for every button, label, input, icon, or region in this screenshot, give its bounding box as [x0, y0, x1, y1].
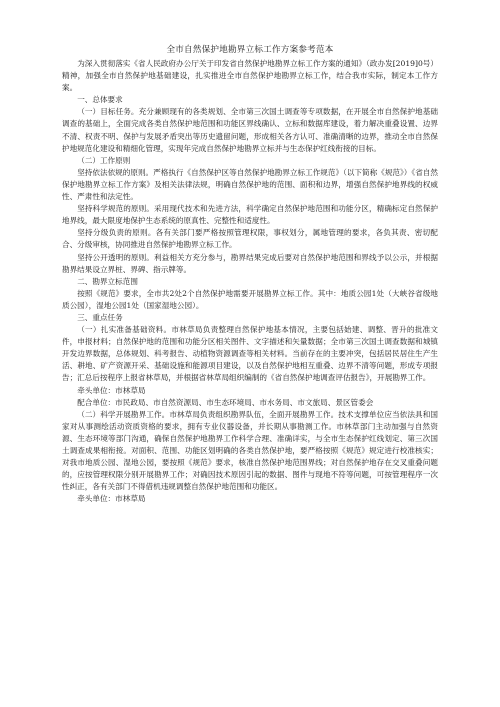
subsection-heading-principles: （二）工作原则 [77, 155, 131, 165]
paragraph-principle-responsibility: 坚持分级负责的原则。各有关部门要严格按照管理权限，事权划分，属地管理的要求，各负其责、密切配合、分级审核，协同推进自然保护地勘界立标工作。 [62, 228, 438, 250]
paragraph-task-data: （一）扎实准备基础资料。市林草局负责整理自然保护地基本情况，主要包括始建、调整、晋升的批准文件，申报材料；自然保护地的范围和功能分区相关图件、文字描述和矢量数据；全市第三次国土调查数据和城镇开发边界数据，总体规划、科考报告、动植物资源调查等相关材料。当前存在的主要冲突，包括居民居住生产生活、耕地、矿产资源开采、基础设施和能源项目建设，以及自然保护地相互重叠、边界不清等问题，形成专项报告；汇总后按程序上报省林草局，并根据省林草局组织编制的《省自然保护地调查评估报告》，开展勘界工作。 [62, 325, 438, 383]
section-heading-3: 三、重点任务 [77, 312, 123, 322]
section-heading-1: 一、总体要求 [77, 95, 123, 105]
paragraph-lead-unit-1: 牵头单位：市林草局 [77, 385, 146, 395]
section-heading-2: 二、勘界立标范围 [77, 276, 138, 286]
paragraph-goals: （一）目标任务。充分兼顾现有的各类规划、全市第三次国土调查等专项数据，在开展全市自然保护地基础调查的基础上，全面完成各类自然保护地范围和功能区界线确认、立标和数据库建设，着力解决重叠设置、边界不清、权责不明、保护与发展矛盾突出等历史遗留问题，形成相关各方认可、准确清晰的边界，推动全市自然保护地规范化建设和精细化管理，实现年完成自然保护地勘界立标并与生态保护红线衔接的目标。 [62, 107, 438, 153]
paragraph-principle-transparency: 坚持公开透明的原则。利益相关方充分参与，勘界结果完成后要对自然保护地范围和界线予以公示，并根据勘界结果设立界桩、界碑、指示牌等。 [62, 252, 438, 274]
document-title: 全市自然保护地勘界立标工作方案参考范本 [166, 45, 334, 55]
paragraph-lead-unit-2: 牵头单位：市林草局 [77, 494, 146, 504]
paragraph-task-survey: （二）科学开展勘界工作。市林草局负责组织勘界队伍，全面开展勘界工作。技术支撑单位应当依法具和国家对从事测绘活动资质资格的要求，拥有专业仪器设备，并长期从事勘测工作。市林草部门主动加强与自然资源、生态环境等部门沟通，确保自然保护地勘界工作科学合理、准确详实，与全市生态保护红线划定、第三次国土调查成果相衔接。对面积、范围、功能区划明确的各类自然保护地，要严格按照《规范》规定进行校准核实；对我市地质公园、湿地公园，要按照《规范》要求，核准自然保护地范围界线；对自然保护地存在交叉重叠问题的，应按管理权限分别开展勘界工作；对确因技术原因引起的数据、图件与现地不符等问题，可按管理程序一次性纠正，各有关部门不得借机违规调整自然保护地范围和功能区。 [62, 409, 438, 492]
paragraph-intro: 为深入贯彻落实《省人民政府办公厅关于印发省自然保护地勘界立标工作方案的通知》（政办发[2019]0号）精神，加强全市自然保护地基础建设，扎实推进全市自然保护地勘界立标工作，结合我市实际，制定本工作方案。 [62, 59, 438, 93]
paragraph-principle-legal: 坚持依法依规的原则。严格执行《自然保护区等自然保护地勘界立标工作规范》（以下简称《规范》）《省自然保护地勘界立标工作方案》及相关法律法规，明确自然保护地的范围、面积和边界，增强自然保护地界线的权威性、严肃性和法定性。 [62, 167, 438, 202]
paragraph-principle-scientific: 坚持科学规范的原则。采用现代技术和先进方法，科学确定自然保护地范围和功能分区，精确标定自然保护地界线，最大限度地保护生态系统的原真性、完整性和适度性。 [62, 204, 438, 226]
paragraph-scope: 按照《规范》要求，全市共2处2个自然保护地需要开展勘界立标工作。其中：地质公园1处（大峡谷省级地质公园），湿地公园1处（国家湿地公园）。 [62, 288, 438, 310]
paragraph-coop-units: 配合单位：市民政局、市自然资源局、市生态环境局、市水务局、市文旅局、景区管委会 [77, 397, 374, 407]
